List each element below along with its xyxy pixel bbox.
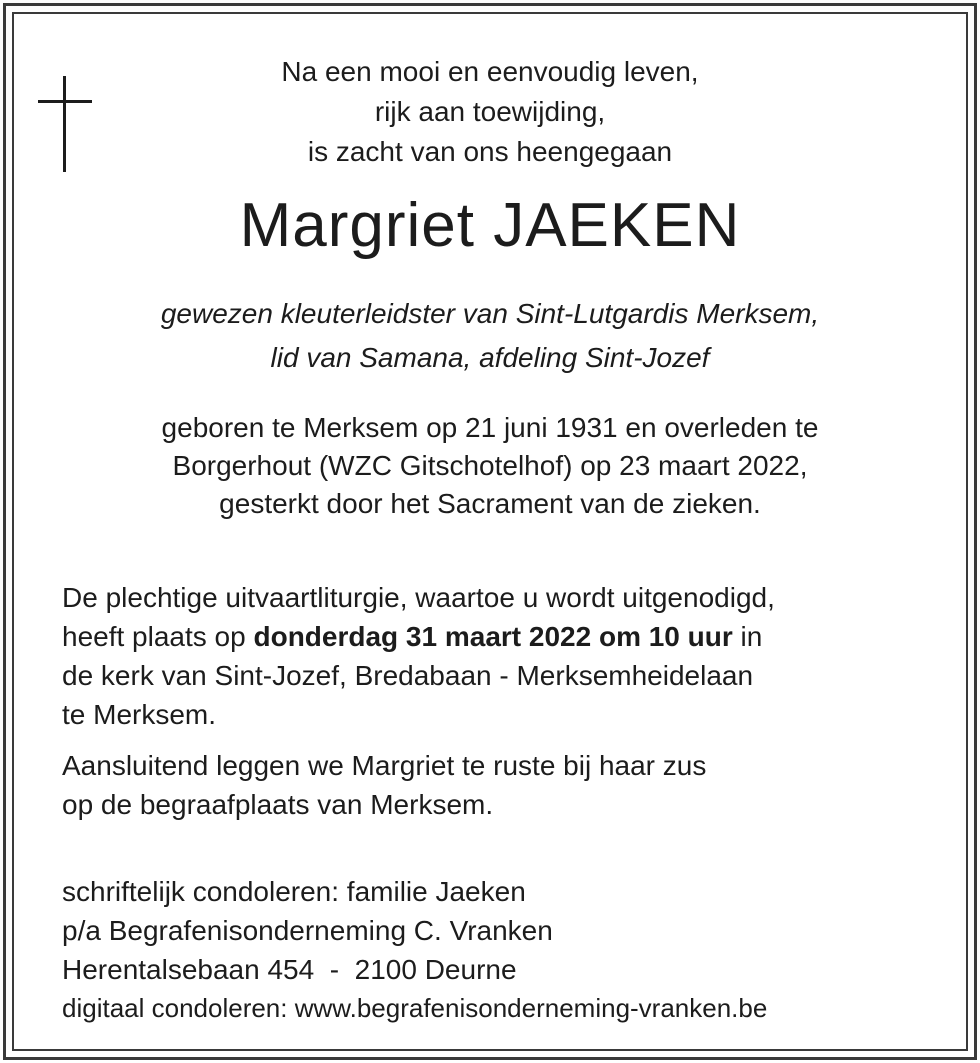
burial-line-2: op de begraafplaats van Merksem. [62,789,494,820]
birth-line-2: Borgerhout (WZC Gitschotelhof) op 23 maart 2022, [172,450,808,481]
contact-line-1: schriftelijk condoleren: familie Jaeken [62,876,526,907]
cross-horizontal-bar [38,100,92,103]
intro-text [140,52,840,172]
funeral-line-1: De plechtige uitvaartliturgie, waartoe u wordt uitgenodigd, [62,582,775,613]
birth-death-text [40,409,940,523]
funeral-line-3: de kerk van Sint-Jozef, Bredabaan - Merksemheidelaan [62,660,754,691]
roles-line-2: lid van Samana, afdeling Sint-Jozef [270,342,710,373]
roles-line-1: gewezen kleuterleidster van Sint-Lutgardis Merksem, [160,298,820,329]
contact-line-3: Herentalsebaan 454 - 2100 Deurne [62,954,517,985]
intro-line-1: Na een mooi en eenvoudig leven, [281,56,699,87]
burial-line-1: Aansluitend leggen we Margriet te ruste bij haar zus [62,750,707,781]
deceased-name: Margriet JAEKEN [239,191,741,260]
cross-vertical-bar [63,76,66,172]
intro-line-3: is zacht van ons heengegaan [307,136,673,167]
funeral-line-2 [62,617,942,656]
funeral-line-2-post: in [732,621,763,652]
funeral-line-4: te Merksem. [62,699,217,730]
funeral-date-time: donderdag 31 maart 2022 om 10 uur [253,621,733,652]
funeral-line-2-pre: heeft plaats op [62,621,254,652]
cross-icon [36,76,94,172]
intro-line-2: rijk aan toewijding, [374,96,606,127]
condolence-contact [62,872,942,1028]
burial-text [62,746,942,824]
digital-condolence-link[interactable]: digitaal condoleren: www.begrafenisonderneming-vranken.be [62,993,768,1023]
funeral-text [62,578,942,734]
contact-line-2: p/a Begrafenisonderneming C. Vranken [62,915,553,946]
roles-text [40,292,940,380]
birth-line-1: geboren te Merksem op 21 juni 1931 en overleden te [161,412,819,443]
birth-line-3: gesterkt door het Sacrament van de zieken. [219,488,761,519]
